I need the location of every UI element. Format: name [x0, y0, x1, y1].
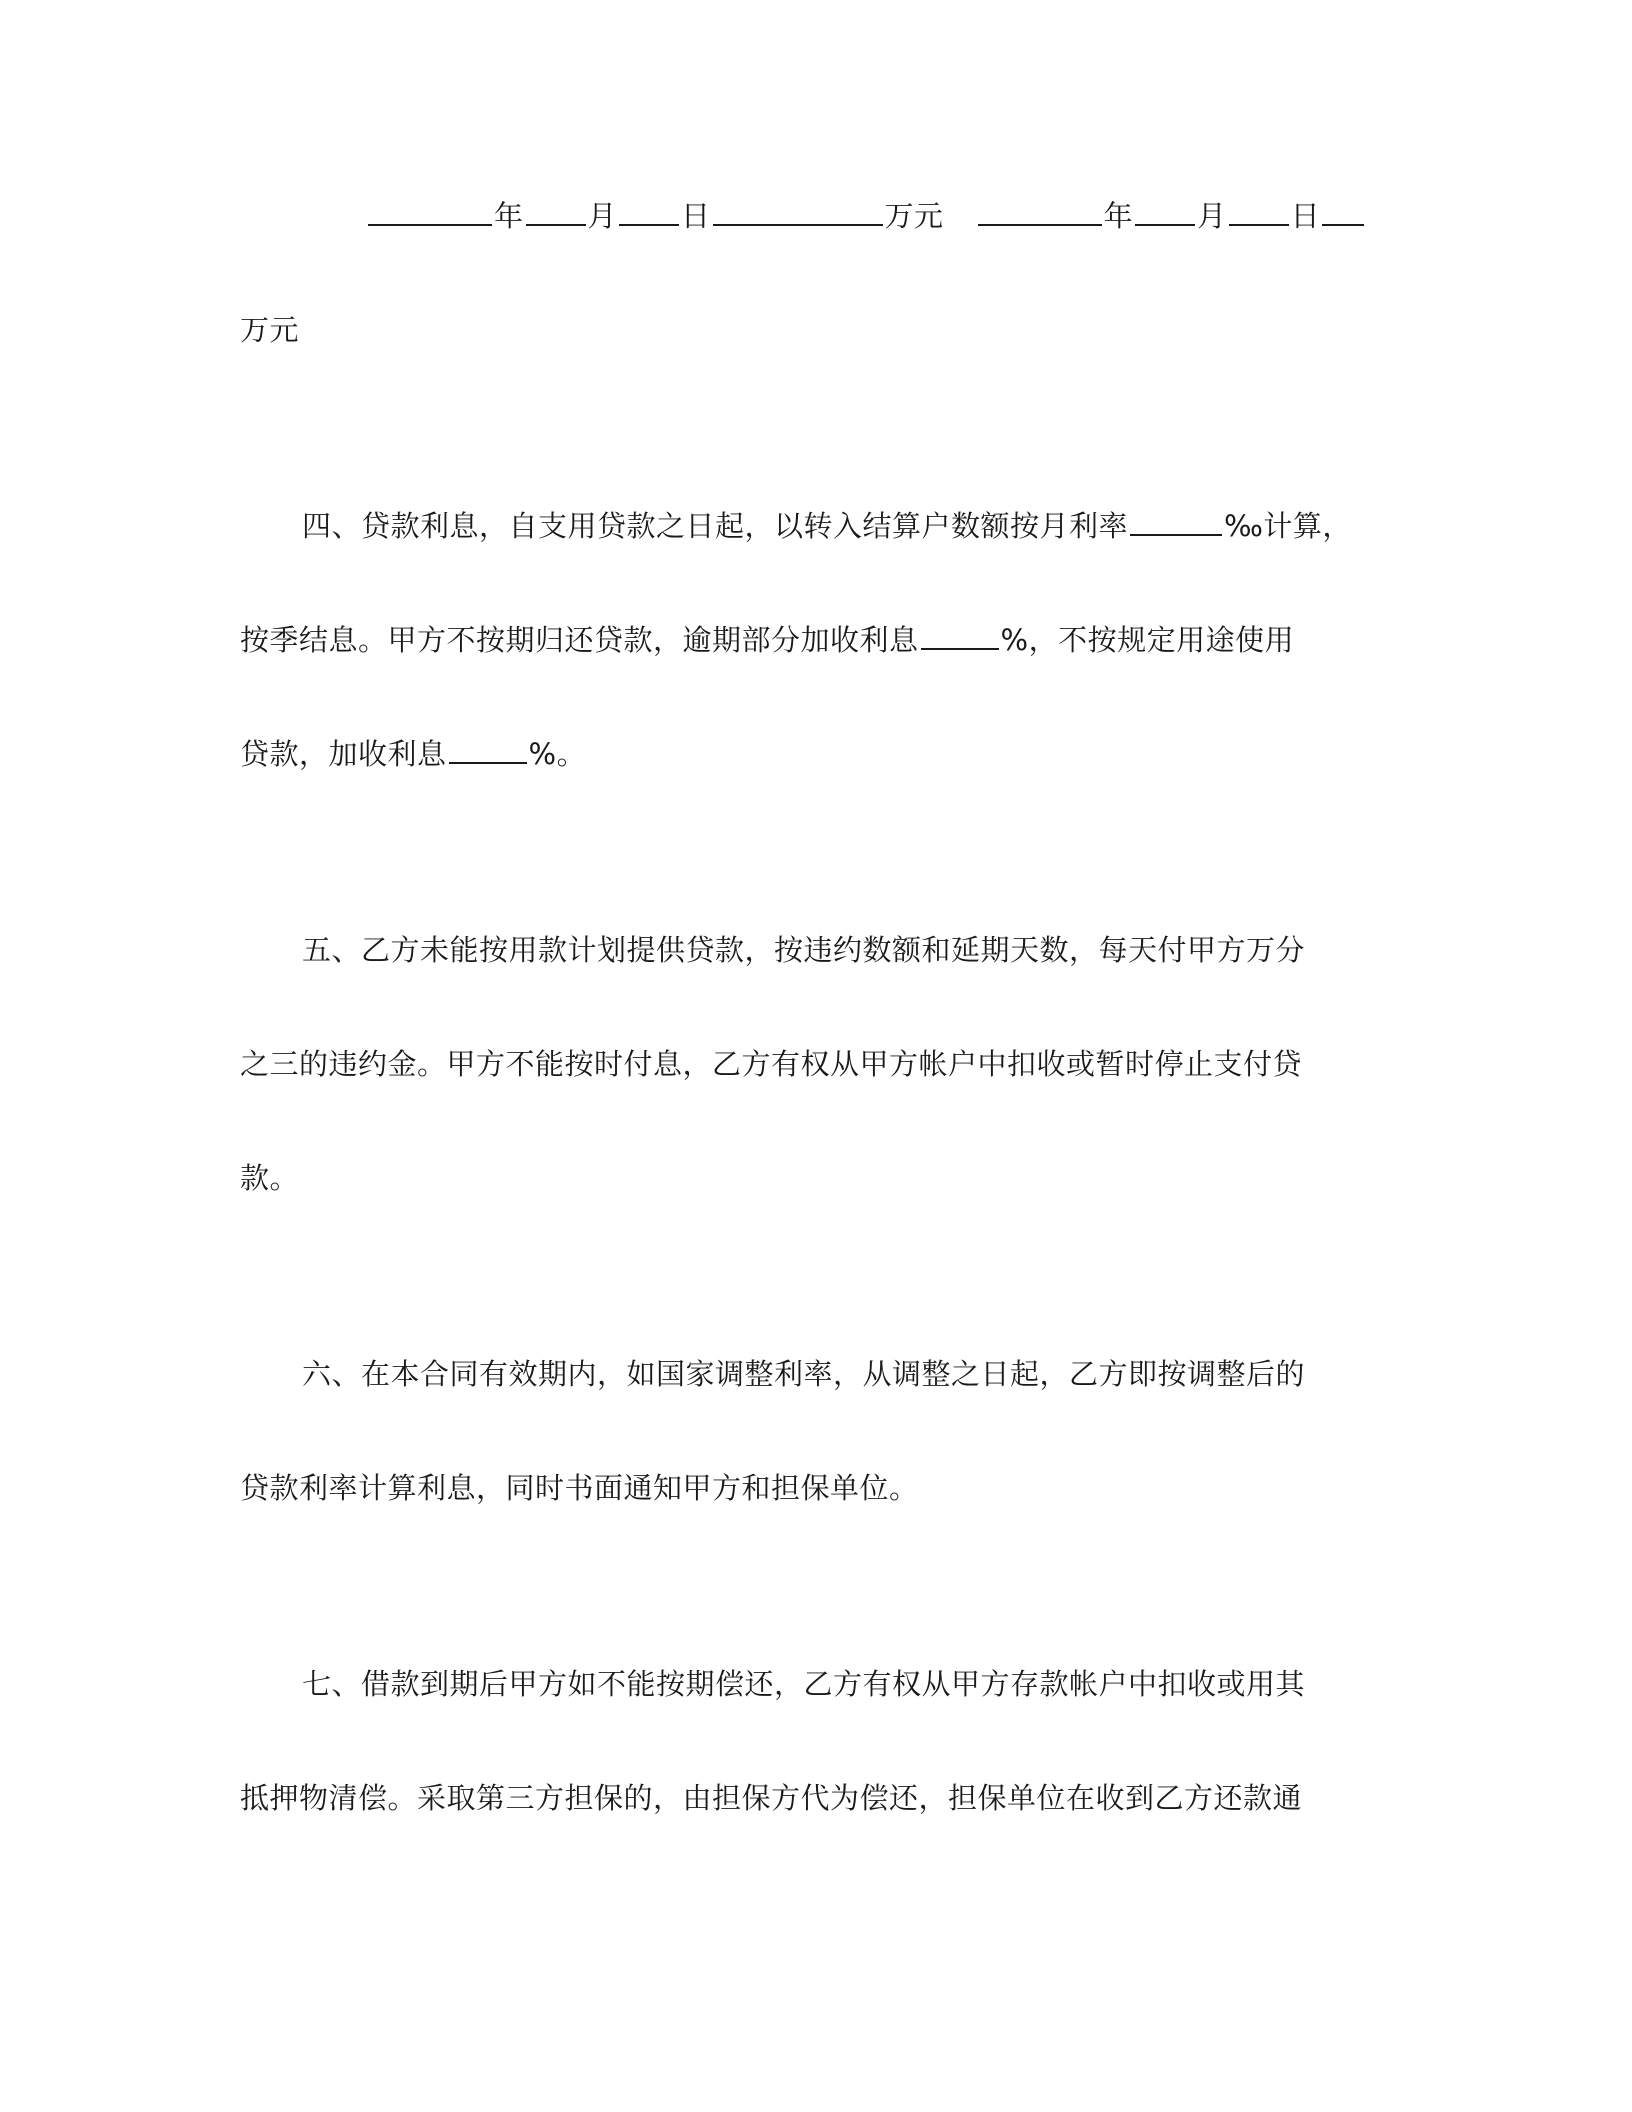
clause6-line2: 贷款利率计算利息，同时书面通知甲方和担保单位。 — [240, 1471, 919, 1505]
day-label-2: 日 — [1290, 199, 1321, 233]
clause4-text-f: %。 — [528, 737, 587, 771]
clause7-line2: 抵押物清偿。采取第三方担保的，由担保方代为偿还，担保单位在收到乙方还款通 — [240, 1781, 1303, 1815]
clause4-text-b: ‰计算， — [1224, 509, 1352, 543]
clause4-text-d: %，不按规定用途使用 — [1000, 623, 1295, 657]
amount-label-2: 万元 — [240, 313, 300, 347]
month-blank-1[interactable] — [526, 198, 586, 226]
amount-blank-1[interactable] — [713, 198, 883, 226]
day-blank-1[interactable] — [619, 198, 679, 226]
monthly-rate-blank[interactable] — [1130, 508, 1222, 536]
day-label-1: 日 — [681, 199, 711, 233]
clause6-line1: 六、在本合同有效期内，如国家调整利率，从调整之日起，乙方即按调整后的 — [302, 1357, 1306, 1391]
month-label-2: 月 — [1197, 199, 1227, 233]
year-label-2: 年 — [1103, 199, 1134, 233]
clause5-line2: 之三的违约金。甲方不能按时付息，乙方有权从甲方帐户中扣收或暂时停止支付贷 — [240, 1047, 1303, 1081]
clause4-line1 — [302, 506, 1442, 546]
clause4-text-a: 四、贷款利息，自支用贷款之日起，以转入结算户数额按月利率 — [302, 509, 1129, 543]
year-blank-1[interactable] — [368, 198, 492, 226]
year-blank-2[interactable] — [978, 198, 1102, 226]
year-label-1: 年 — [494, 199, 524, 233]
month-blank-2[interactable] — [1135, 198, 1195, 226]
schedule-row — [240, 196, 1380, 236]
overdue-rate-blank[interactable] — [921, 622, 999, 650]
clause4-text-e: 贷款，加收利息 — [240, 737, 447, 771]
clause5-line3: 款。 — [240, 1161, 300, 1195]
clause7-line1: 七、借款到期后甲方如不能按期偿还，乙方有权从甲方存款帐户中扣收或用其 — [302, 1667, 1306, 1701]
amount-blank-2[interactable] — [1322, 198, 1364, 226]
misuse-rate-blank[interactable] — [449, 736, 527, 764]
clause4-text-c: 按季结息。甲方不按期归还贷款，逾期部分加收利息 — [240, 623, 919, 657]
schedule-row-wrap — [240, 310, 1380, 350]
clause4-line3 — [240, 734, 1380, 774]
day-blank-2[interactable] — [1229, 198, 1289, 226]
amount-label-1: 万元 — [884, 199, 944, 233]
clause4-line2 — [240, 620, 1380, 660]
clause5-line1: 五、乙方未能按用款计划提供贷款，按违约数额和延期天数，每天付甲方万分 — [302, 933, 1306, 967]
month-label-1: 月 — [587, 199, 618, 233]
